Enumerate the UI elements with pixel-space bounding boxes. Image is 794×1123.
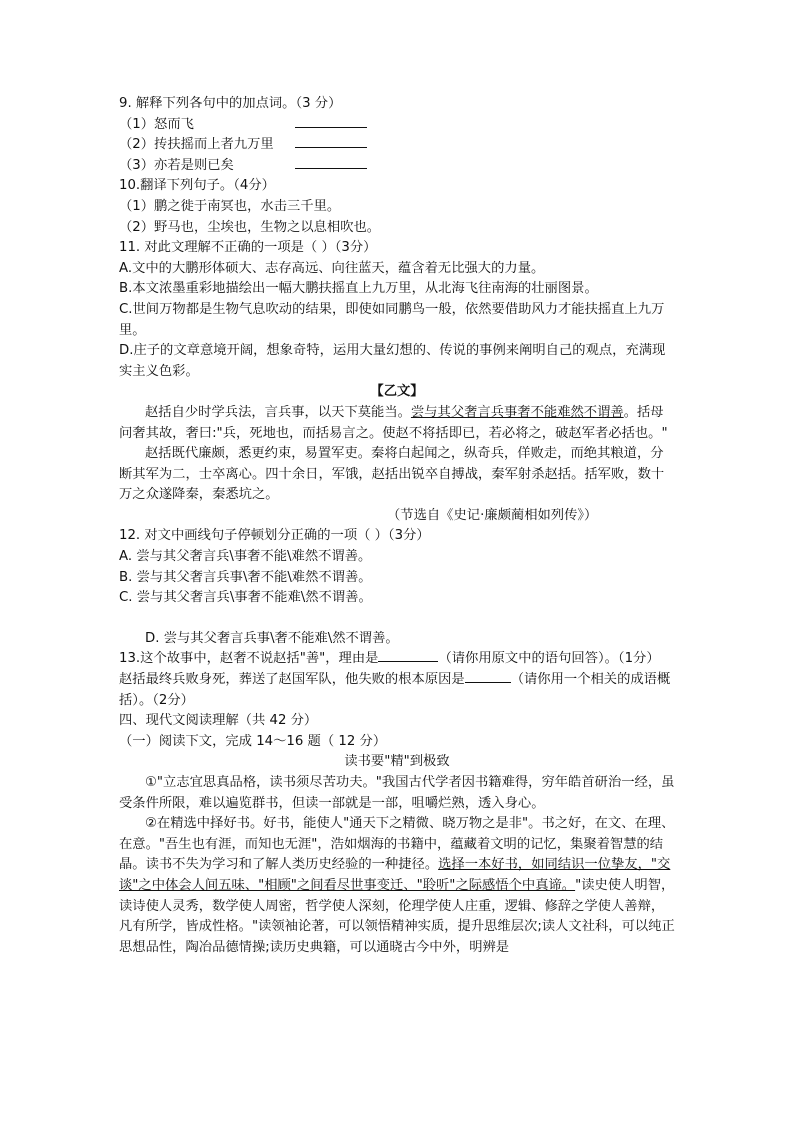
answer-blank[interactable]	[465, 670, 511, 683]
q10-title: 10.翻译下列句子。（4分）	[119, 178, 275, 194]
answer-blank[interactable]	[295, 156, 367, 169]
q13-line-1-end: （请你用原文中的语句回答）。（1分）	[438, 651, 660, 667]
q9-item-2-text: （2）抟扶摇而上者九万里	[119, 137, 274, 153]
q13-line-1-start: 13.这个故事中，赵奢不说赵括"善"，理由是	[119, 651, 379, 667]
q10-item-2: （2）野马也，尘埃也，生物之以息相吹也。	[119, 219, 381, 235]
answer-blank[interactable]	[295, 135, 367, 148]
q13-line-2	[119, 670, 675, 711]
yiwen-p1-start: 赵括自少时学兵法，言兵事，以天下莫能当。	[145, 404, 411, 420]
q11-title: 11. 对此文理解不正确的一项是（ ）（3分）	[119, 240, 377, 256]
q12-option-a: A. 尝与其父奢言兵\事奢不能\难然不谓善。	[119, 549, 372, 565]
q9-item-3	[119, 156, 675, 177]
yiwen-heading: 【乙文】	[370, 384, 424, 400]
yiwen-source: （节选自《史记·廉颇蔺相如列传》）	[387, 507, 598, 523]
q9-title: 9. 解释下列各句中的加点词。（3 分）	[119, 96, 342, 111]
yiwen-p1-end: 。括母问奢其故，奢曰:"兵，死地也，而括易言之。使赵不将括即已，若必将之，破赵军者必括也。"	[119, 404, 668, 441]
answer-blank[interactable]	[378, 649, 438, 662]
article-title: 读书要"精"到极致	[344, 754, 450, 770]
section4-title: 四、现代文阅读理解（共 42 分）	[119, 713, 318, 729]
answer-blank[interactable]	[295, 115, 367, 128]
q12-option-d: D. 尝与其父奢言兵事\奢不能难\然不谓善。	[145, 630, 399, 646]
article-paragraph-2	[119, 814, 675, 958]
q10-item-1: （1）鹏之徙于南冥也，水击三千里。	[119, 198, 341, 214]
q11-option-a: A.文中的大鹏形体硕大、志存高远、向往蓝天，蕴含着无比强大的力量。	[119, 260, 545, 276]
yiwen-paragraph-1	[119, 403, 675, 444]
q9-item-3-text: （3）亦若是则已矣	[119, 157, 234, 173]
q13-line-1	[119, 649, 675, 670]
q9-item-1	[119, 115, 675, 136]
q9-item-1-text: （1）怒而飞	[119, 116, 194, 132]
exam-page	[119, 94, 675, 958]
yiwen-underlined-sentence: 尝与其父奢言兵事奢不能难然不谓善	[410, 404, 624, 420]
q9-item-2	[119, 135, 675, 156]
yiwen-paragraph-2: 赵括既代廉颇，悉更约束，易置军吏。秦将白起闻之，纵奇兵，佯败走，而绝其粮道，分断其军为二，士卒离心。四十余日，军饿，赵括出锐卒自搏战，秦军射杀赵括。括军败，数十万之众遂降秦，秦悉坑之。	[119, 446, 665, 503]
article-p2-start: ②在精选中择好书。好书，能使人"通天下之精微、晓万物之是非"。书之好，在文、在理、在意。"吾生也有涯，而知也无涯"，浩如烟海的书籍中，蕴藏着文明的记忆，集聚着智慧的结晶。读书不失为学习和了解人类历史经验的一种捷径。	[119, 816, 675, 873]
q13-line-2-start: 赵括最终兵败身死，葬送了赵国军队，他失败的根本原因是	[119, 672, 465, 688]
article-paragraph-1: ①"立志宜思真品格，读书须尽苦功夫。"我国古代学者因书籍难得，穷年皓首研治一经，虽受条件所限，难以遍览群书，但读一部就是一部，咀嚼烂熟，透入身心。	[119, 775, 675, 811]
section4-subtitle: （一）阅读下文，完成 14～16 题（ 12 分）	[119, 733, 387, 749]
article-underlined-sentence: 选择一本好书，如同结识一位挚友，"交谈"之中体会人间五味、"相顾"之间看尽世事变迁、"聆听"之际感悟个中真谛。	[119, 857, 671, 893]
article-p2-end: "读史使人明智，读诗使人灵秀，数学使人周密，哲学使人深刻，伦理学使人庄重，逻辑、修辞之学使人善辩，凡有所学，皆成性格。"读领袖论著，可以领悟精神实质，提升思维层次;读人文社科，可以纯正思想品性，陶冶品德情操;读历史典籍，可以通晓古今中外，明辨是	[119, 877, 675, 955]
q11-option-c: C.世间万物都是生物气息吹动的结果，即使如同鹏鸟一般，依然要借助风力才能扶摇直上九万里。	[119, 301, 665, 338]
q12-option-c: C. 尝与其父奢言兵\事奢不能难\然不谓善。	[119, 590, 372, 606]
q12-title: 12. 对文中画线句子停顿划分正确的一项（ ）（3分）	[119, 528, 430, 544]
q13-line-2-end: （请你用一个相关的成语概括）。（2分）	[119, 672, 671, 708]
q12-option-b: B. 尝与其父奢言兵事\奢不能\难然不谓善。	[119, 569, 372, 585]
q11-option-d: D.庄子的文章意境开阔，想象奇特，运用大量幻想的、传说的事例来阐明自己的观点，充满现实主义色彩。	[119, 343, 666, 379]
q11-option-b: B.本文浓墨重彩地描绘出一幅大鹏扶摇直上九万里，从北海飞往南海的壮丽图景。	[119, 281, 598, 297]
